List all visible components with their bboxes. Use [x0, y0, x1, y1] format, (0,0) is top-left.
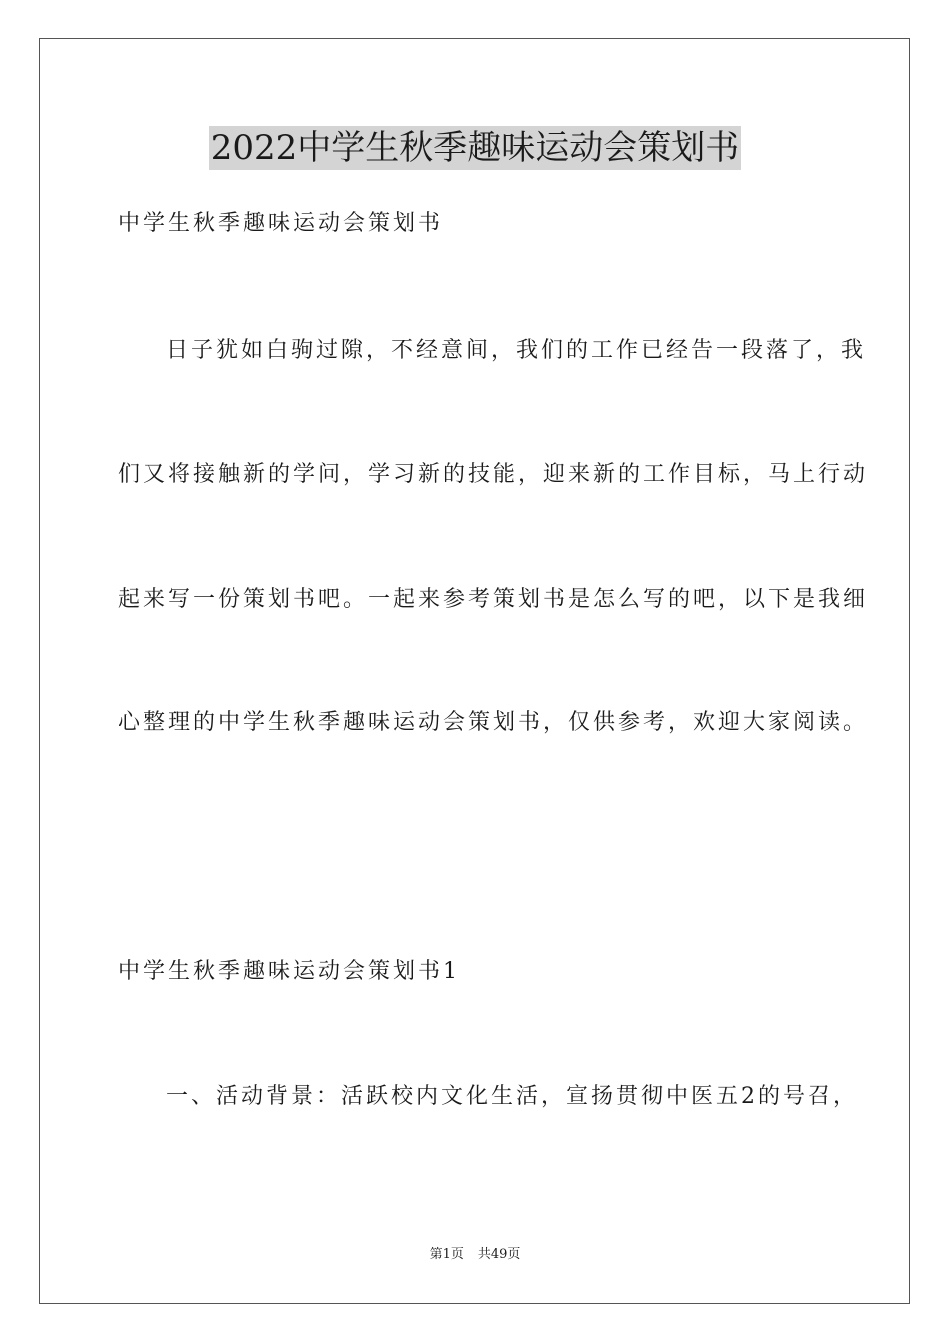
- paragraph-line-3: 起来写一份策划书吧。一起来参考策划书是怎么写的吧，以下是我细: [118, 587, 869, 612]
- paragraph-line-1: 日子犹如白驹过隙，不经意间，我们的工作已经告一段落了，我: [166, 338, 867, 363]
- page-number: 第1页: [429, 1247, 464, 1262]
- page-footer: [0, 1246, 950, 1264]
- document-title-wrap: [0, 126, 950, 178]
- subtitle: 中学生秋季趣味运动会策划书: [118, 211, 444, 236]
- document-title: 2022中学生秋季趣味运动会策划书: [210, 128, 740, 168]
- section-heading: 中学生秋季趣味运动会策划书1: [118, 959, 460, 984]
- page-total: 共49页: [477, 1247, 521, 1262]
- paragraph-line-4: 心整理的中学生秋季趣味运动会策划书，仅供参考，欢迎大家阅读。: [118, 710, 869, 735]
- section-line-1: 一、活动背景：活跃校内文化生活，宣扬贯彻中医五2的号召，: [166, 1084, 858, 1109]
- paragraph-line-2: 们又将接触新的学问，学习新的技能，迎来新的工作目标，马上行动: [118, 462, 869, 487]
